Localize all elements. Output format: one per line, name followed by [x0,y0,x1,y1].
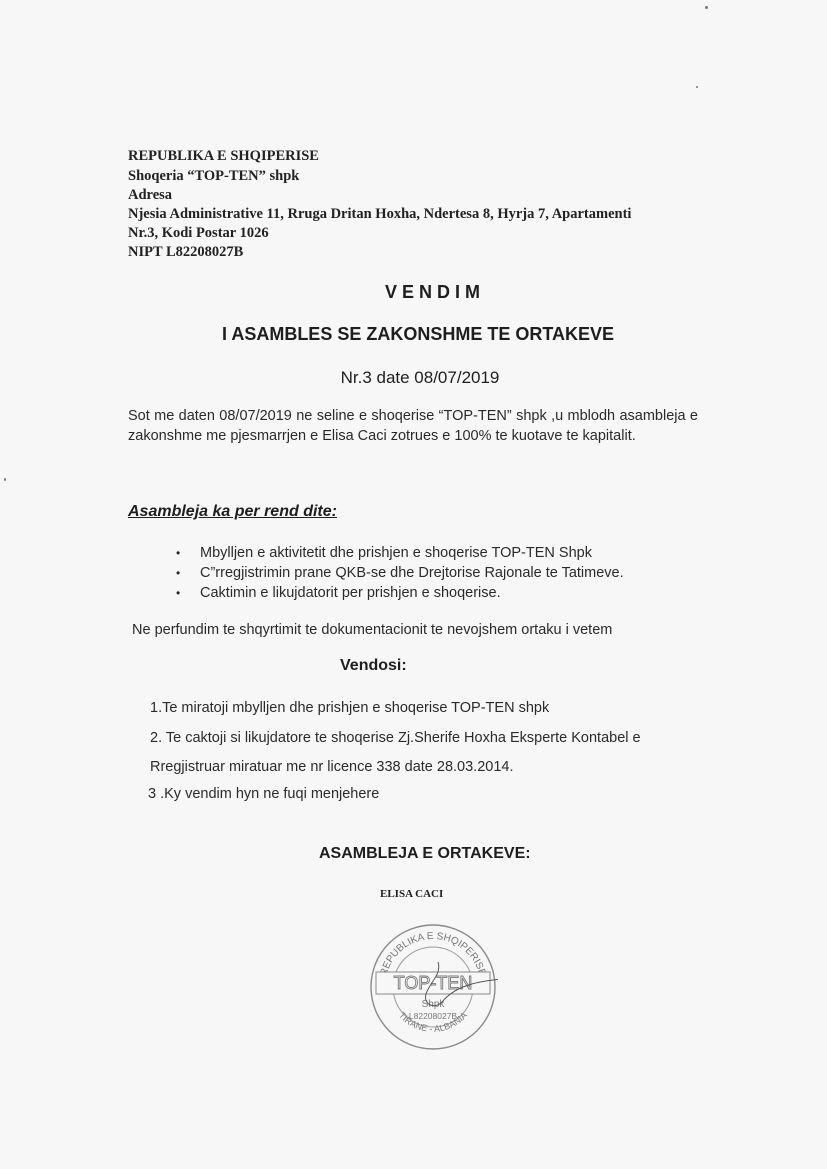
agenda-item: • Caktimin e likujdatorit per prishjen e shoqerise. [176,585,501,601]
bullet-icon: • [176,546,181,560]
signer-name: ELISA CACI [380,888,444,900]
decision-3: 3 .Ky vendim hyn ne fuqi menjehere [148,786,380,802]
stamp-top-text: EPUBLIKA E SHQIPERIS [381,930,486,972]
decision-2-line2: Rregjistruar miratuar me nr licence 338 date 28.03.2014. [150,759,514,775]
header-company: Shoqeria “TOP-TEN” shpk [128,168,300,184]
scan-speck [696,86,698,88]
intro-paragraph: Sot me daten 08/07/2019 ne seline e shoqerise “TOP-TEN” shpk ,u mblodh asambleja e zakonshme me pjesmarrjen e Elisa Caci zotrues e 100% te kuotave te kapitalit. [128,408,698,444]
conclusion-text: Ne perfundim te shqyrtimit te dokumentacionit te nevojshem ortaku i vetem [132,622,613,638]
agenda-item: • C”rregjistrimin prane QKB-se dhe Drejtorise Rajonale te Tatimeve. [176,565,624,581]
document-number: Nr.3 date 08/07/2019 [340,368,500,387]
decided-title: Vendosi: [340,657,407,674]
header-address-line1: Njesia Administrative 11, Rruga Dritan Hoxha, Ndertesa 8, Hyrja 7, Apartamenti [128,206,632,222]
bullet-icon: • [176,566,181,580]
agenda-item: • Mbylljen e aktivitetit dhe prishjen e shoqerise TOP-TEN Shpk [176,545,592,561]
decision-1: 1.Te miratoji mbylljen dhe prishjen e shoqerise TOP-TEN shpk [150,700,550,716]
bullet-icon: • [176,586,181,600]
scan-speck [4,478,6,481]
scan-speck [705,6,708,9]
company-stamp [368,922,498,1052]
agenda-list [176,543,624,603]
decision-2-line1: 2. Te caktoji si likujdatore te shoqerise Zj.Sherife Hoxha Eksperte Kontabel e [150,730,641,746]
header-address-line2: Nr.3, Kodi Postar 1026 [128,225,269,241]
header-nipt: NIPT L82208027B [128,244,244,260]
stamp-nipt: L82208027B [408,1011,458,1021]
header-country: REPUBLIKA E SHQIPERISE [128,148,319,164]
signature-title: ASAMBLEJA E ORTAKEVE: [319,845,531,862]
agenda-title: Asambleja ka per rend dite: [128,503,337,520]
header-address-label: Adresa [128,187,173,203]
document-subtitle: I ASAMBLES SE ZAKONSHME TE ORTAKEVE [221,324,615,344]
document-title: VENDIM [384,282,485,302]
stamp-bottom-text: TIRANE - ALBANIA [396,1010,470,1034]
stamp-center-text: TOP-TEN [393,973,473,993]
stamp-sub-text: Shpk [421,999,445,1010]
